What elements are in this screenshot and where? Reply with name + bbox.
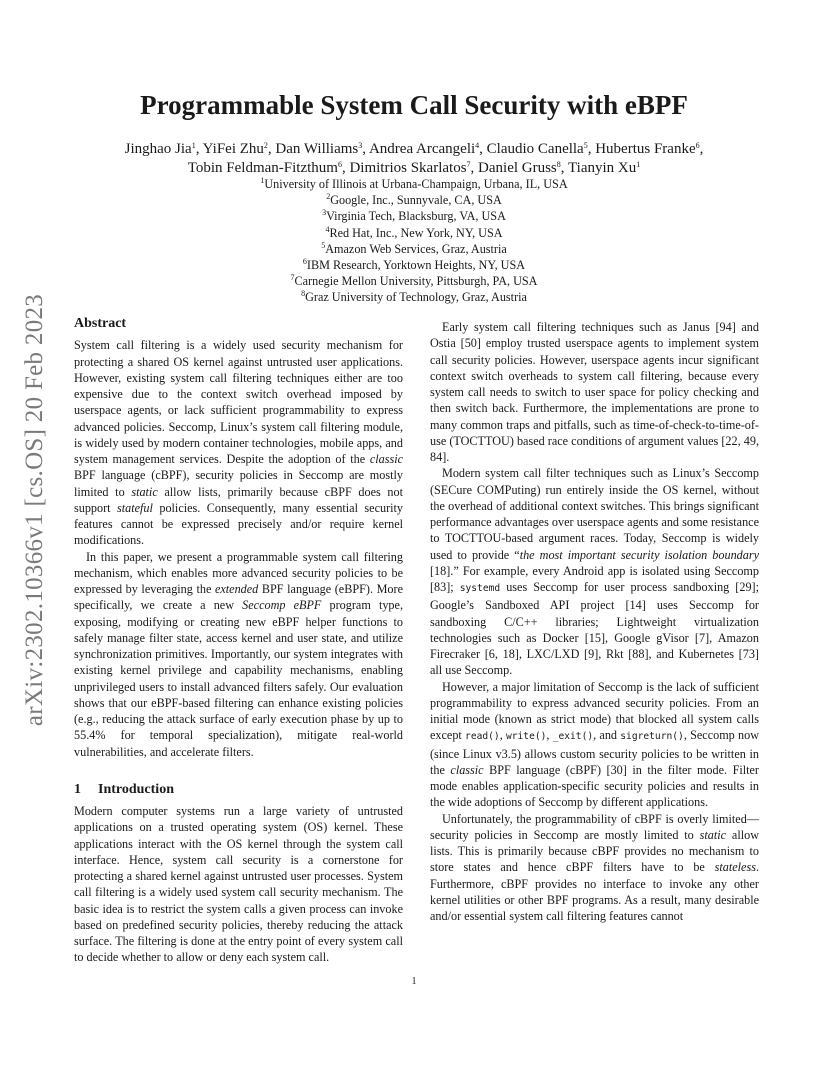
italic-text: classic bbox=[369, 452, 403, 466]
text-run: BPF language (eBPF). More specifically, we create a new bbox=[74, 582, 403, 613]
author-name: Tobin Feldman-Fitzthum bbox=[187, 160, 338, 176]
page-number: 1 bbox=[411, 976, 417, 987]
inline-code: write() bbox=[505, 731, 547, 743]
text-run: allow lists. This is primarily because cBPF provides no mechanism to store states and hence cBPF filters have to be bbox=[430, 827, 759, 875]
author-affiliation-mark: 6 bbox=[695, 141, 700, 150]
author-affiliation-mark: 1 bbox=[636, 160, 641, 169]
text-run: program type, exposing, modifying or creating new eBPF helper functions to safely manage filter state, access kernel and user state, and utilize synchronization primitives. Importantly, our system integrates with existing kernel privilege and capability mechanisms, enabling unprivileged users to install advanced filters safely. Our evaluation shows that our eBPF-based filtering can enhance existing policies (e.g., reducing the attack surface of early execution phase by up to 55.4% for temporal specialization), mitigate real-world vulnerabilities, and accelerate filters. bbox=[74, 598, 403, 759]
affiliation bbox=[60, 273, 768, 289]
section-heading-introduction bbox=[74, 782, 403, 798]
italic-text: the most important security isolation boundary bbox=[519, 547, 759, 562]
affiliation bbox=[60, 192, 768, 208]
section-number: 1 bbox=[74, 781, 81, 797]
text-run: Modern system call filter techniques such as Linux’s Seccomp (SECure COMPuting) run entirely inside the OS kernel, without the overhead of additional context switches. This brings significant performance advantages over userspace agents and some resistance to TOCTTOU-based argument races. Today, Seccomp is widely used to provide “ bbox=[430, 466, 759, 562]
affiliation-number: 8 bbox=[301, 289, 306, 299]
author-separator: , bbox=[267, 141, 276, 157]
text-run: Modern computer systems run a large variety of untrusted applications on a trusted operating system (OS) kernel. These applications interact with the OS kernel through the system call interface. Hence, system call security is a cornerstone for protecting a shared kernel against untrusted user processes. System call filtering is a widely used system call security mechanism. The basic idea is to restrict the system calls a given process can invoke based on predefined security policies, thereby reducing the attack surface. The filtering is done at the entry point of every system call to decide whether to allow or deny each system call. bbox=[74, 804, 403, 965]
author-name: Jinghao Jia bbox=[124, 141, 192, 157]
affiliation-text: Google, Inc., Sunnyvale, CA, USA bbox=[330, 193, 502, 208]
inline-code: systemd bbox=[459, 583, 501, 594]
abstract-paragraph bbox=[74, 337, 403, 548]
author-affiliation-mark: 1 bbox=[191, 141, 196, 150]
italic-text: extended bbox=[214, 582, 259, 596]
intro-paragraph bbox=[430, 319, 759, 465]
affiliation-text: Amazon Web Services, Graz, Austria bbox=[325, 241, 507, 256]
italic-text: Seccomp eBPF bbox=[242, 598, 322, 613]
inline-code: _exit() bbox=[552, 731, 594, 743]
affiliation-number: 3 bbox=[322, 208, 327, 218]
text-run: uses Seccomp for user process sandboxing [29]; Google’s Sandboxed API project [14] uses Seccomp for sandboxing C/C++ libraries; Lightweight virtualization technologies such as Docker [15], Google gVisor [7], Amazon Firecraker [6, 18], LXC/LXD [9], Rkt [88], and Kubernetes [73] all use Seccomp. bbox=[430, 580, 759, 678]
affiliation-number: 5 bbox=[321, 240, 326, 250]
affiliation bbox=[60, 176, 768, 192]
text-run: , bbox=[546, 728, 553, 743]
text-run: policies. Consequently, many essential security features cannot be expressed precisely and/or require kernel modifications. bbox=[74, 500, 404, 548]
affiliation-list bbox=[60, 176, 768, 306]
author-name: Claudio Canella bbox=[486, 141, 584, 157]
section-title: Introduction bbox=[98, 781, 174, 797]
author-name: Tianyin Xu bbox=[568, 160, 637, 176]
affiliation-number: 7 bbox=[290, 273, 295, 283]
author-affiliation-mark: 3 bbox=[358, 141, 363, 150]
text-run: BPF language (cBPF), security policies in Seccomp are mostly limited to bbox=[74, 468, 403, 499]
author-affiliation-mark: 5 bbox=[583, 141, 588, 150]
intro-paragraph bbox=[74, 803, 403, 966]
affiliation-text: Virginia Tech, Blacksburg, VA, USA bbox=[326, 209, 506, 224]
author-separator: , bbox=[699, 141, 704, 157]
affiliation-number: 2 bbox=[326, 192, 331, 202]
affiliation-number: 4 bbox=[325, 224, 330, 234]
italic-text: static bbox=[699, 827, 727, 842]
author-name: Dimitrios Skarlatos bbox=[349, 160, 467, 176]
author-affiliation-mark: 7 bbox=[466, 160, 471, 169]
author-list bbox=[60, 140, 768, 178]
affiliation bbox=[60, 208, 768, 224]
right-column bbox=[430, 319, 759, 924]
affiliation-number: 6 bbox=[302, 257, 307, 267]
abstract-paragraph bbox=[74, 549, 403, 760]
affiliation bbox=[60, 289, 768, 305]
text-run: System call filtering is a widely used security mechanism for protecting a shared OS kernel against untrusted user applications. However, existing system call filtering techniques either are too expensive due to the context switch overhead imposed by userspace agents, or lack sufficient programmability to express advanced policies. Seccomp, Linux’s system call filtering module, is widely used by modern container technologies, mobile apps, and system management services. Despite the adoption of the bbox=[74, 338, 403, 466]
arxiv-stamp-text: arXiv:2302.10366v1 [cs.OS] 20 Feb 2023 bbox=[21, 293, 48, 727]
text-run: Early system call filtering techniques such as Janus [94] and Ostia [50] employ trusted userspace agents to implement system call security policies. However, userspace agents incur significant context switch overheads to system call filtering, because every system call needs to switch to user space for policy checking and then switch back. Furthermore, the implementations are prone to many common traps and pitfalls, such as time-of-check-to-time-of-use (TOCTTOU) based race conditions of argument values [22, 49, 84]. bbox=[430, 320, 759, 464]
author-separator: , bbox=[341, 160, 350, 176]
author-separator: , bbox=[587, 141, 596, 157]
affiliation bbox=[60, 225, 768, 241]
author-affiliation-mark: 6 bbox=[337, 160, 342, 169]
text-run: Unfortunately, the programmability of cBPF is overly limited—security policies in Seccomp are mostly limited to bbox=[430, 811, 759, 842]
text-run: allow lists, primarily because cBPF does not support bbox=[74, 484, 403, 515]
author-name: Dan Williams bbox=[275, 141, 359, 157]
author-name: YiFei Zhu bbox=[202, 141, 264, 157]
author-name: Daniel Gruss bbox=[478, 160, 557, 176]
affiliation bbox=[60, 257, 768, 273]
arxiv-stamp bbox=[14, 290, 56, 730]
affiliation-text: University of Illinois at Urbana-Champaign, Urbana, IL, USA bbox=[264, 177, 568, 191]
left-column bbox=[74, 316, 403, 966]
affiliation-text: Graz University of Technology, Graz, Austria bbox=[305, 290, 527, 305]
italic-text: static bbox=[131, 484, 158, 499]
intro-paragraph bbox=[430, 465, 759, 678]
text-run: [18].” For example, every Android app is isolated using Seccomp [83]; bbox=[430, 563, 759, 594]
author-separator: , bbox=[470, 160, 479, 176]
italic-text: classic bbox=[450, 762, 484, 777]
affiliation-text: Red Hat, Inc., New York, NY, USA bbox=[329, 225, 503, 240]
text-run: , Seccomp now (since Linux v3.5) allows custom security policies to be written in the bbox=[430, 728, 759, 777]
affiliation-text: IBM Research, Yorktown Heights, NY, USA bbox=[306, 258, 526, 273]
intro-paragraph bbox=[430, 811, 759, 925]
author-name: Andrea Arcangeli bbox=[368, 141, 476, 157]
inline-code: read() bbox=[465, 731, 500, 743]
author-separator: , bbox=[195, 141, 203, 157]
text-run: , bbox=[499, 728, 506, 743]
italic-text: stateless bbox=[714, 860, 756, 875]
author-name: Hubertus Franke bbox=[595, 141, 696, 157]
inline-code: sigreturn() bbox=[620, 731, 684, 743]
author-separator: , bbox=[362, 141, 369, 157]
abstract-heading: Abstract bbox=[74, 316, 127, 331]
affiliation bbox=[60, 241, 768, 257]
italic-text: stateful bbox=[117, 500, 153, 515]
author-separator: , bbox=[560, 160, 569, 176]
affiliation-number: 1 bbox=[260, 176, 265, 185]
paper-title: Programmable System Call Security with eBPF bbox=[140, 90, 688, 120]
text-run: However, a major limitation of Seccomp is the lack of sufficient programmability to express advanced security policies. From an initial mode (known as strict mode) that blocked all system calls except bbox=[430, 679, 759, 743]
text-run: . Furthermore, cBPF provides no interface to invoke any other kernel utilities or other BPF programs. As a result, many desirable and/or essential system call filtering features cannot bbox=[430, 860, 759, 923]
author-separator: , bbox=[479, 141, 487, 157]
intro-paragraph bbox=[430, 679, 759, 811]
text-run: BPF language (cBPF) [30] in the filter mode. Filter mode enables application-specific security policies and results in the wide adoptions of Seccomp by different applications. bbox=[430, 762, 759, 810]
author-affiliation-mark: 2 bbox=[263, 141, 268, 150]
author-affiliation-mark: 4 bbox=[475, 141, 480, 150]
affiliation-text: Carnegie Mellon University, Pittsburgh, PA, USA bbox=[294, 274, 538, 289]
author-affiliation-mark: 8 bbox=[556, 160, 561, 169]
text-run: , and bbox=[593, 728, 621, 743]
text-run: In this paper, we present a programmable system call filtering mechanism, which enables more advanced security policies to be expressed by leveraging the bbox=[74, 549, 403, 596]
